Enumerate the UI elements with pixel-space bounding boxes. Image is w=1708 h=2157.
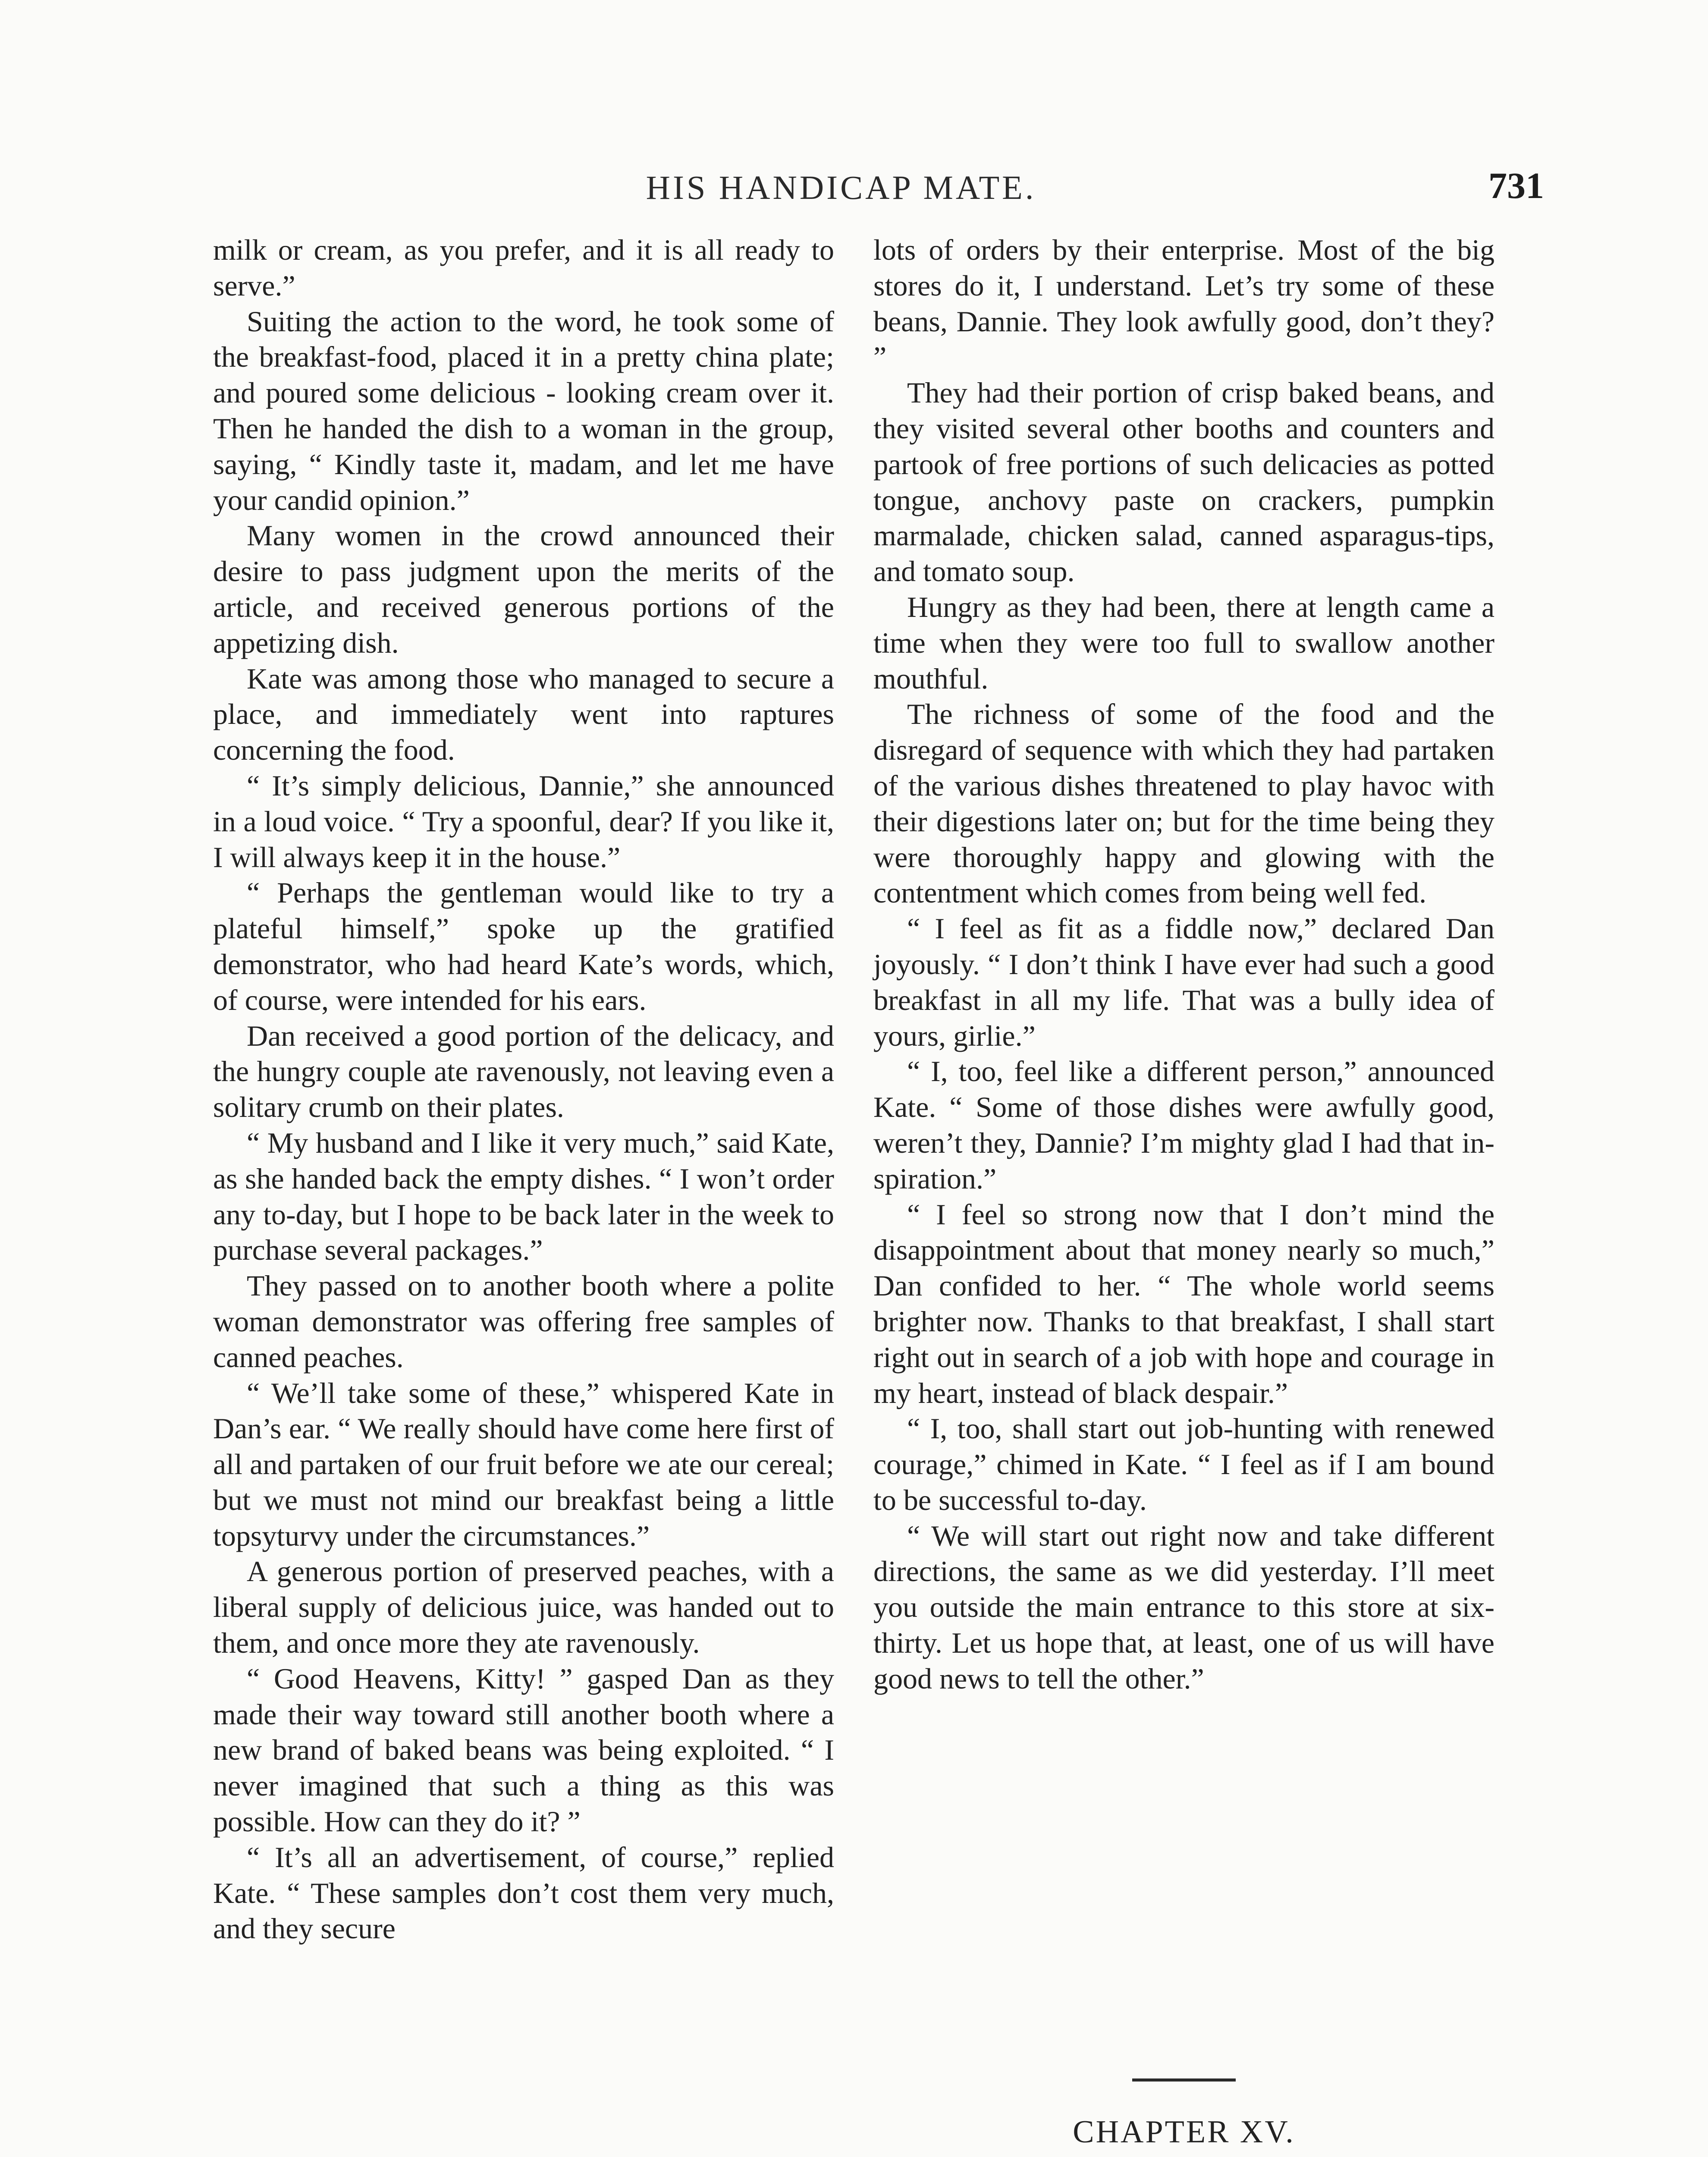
chapter-divider-rule bbox=[1132, 2078, 1236, 2082]
paragraph: “ My husband and I like it very much,” said Kate, as she handed back the empty dishes. “ I won’t order any to-day, but I hope to be back later in the week to purchase several packages.” bbox=[213, 1126, 834, 1267]
left-text-column bbox=[213, 232, 834, 1946]
paragraph: Many women in the crowd announced their desire to pass judgment upon the merits of the article, and received generous portions of the appetizing dish. bbox=[213, 519, 834, 659]
paragraph: “ We will start out right now and take different directions, the same as we did yesterday. I’ll meet you outside the main entrance to this store at six-thirty. Let us hope that, at least, one of us will have good news to tell the other.” bbox=[873, 1519, 1494, 1695]
paragraph: lots of orders by their enterprise. Most of the big stores do it, I understand. Let’s try some of these beans, Dannie. They look awfully good, don’t they? ” bbox=[873, 233, 1494, 374]
paragraph: “ I, too, shall start out job-hunting with renewed courage,” chimed in Kate. “ I feel as if I am bound to be successful to-day. bbox=[873, 1412, 1494, 1516]
paragraph: The richness of some of the food and the disregard of sequence with which they had partaken of the various dishes threatened to play havoc with their digestions later on; but for the time being they were thoroughly happy and glowing with the contentment which comes from being well fed. bbox=[873, 698, 1494, 909]
paragraph: A generous portion of preserved peaches, with a liberal supply of delicious juice, was handed out to them, and once more they ate ravenously. bbox=[213, 1555, 834, 1660]
chapter-title: CHAPTER XV. bbox=[1073, 2114, 1295, 2150]
paragraph: Dan received a good portion of the delicacy, and the hungry couple ate ravenously, not leaving even a solitary crumb on their plates. bbox=[213, 1019, 834, 1124]
running-title: HIS HANDICAP MATE. bbox=[646, 169, 1036, 206]
paragraph: “ It’s simply delicious, Dannie,” she announced in a loud voice. “ Try a spoonful, dear? If you like it, I will always keep it in the house.” bbox=[213, 769, 834, 874]
paragraph: They had their portion of crisp baked beans, and they visited several other booths and counters and partook of free portions of such delicacies as potted tongue, anchovy paste on crackers, pumpkin marmalade, chicken salad, canned asparagus-tips, and tomato soup. bbox=[873, 376, 1494, 588]
paragraph: They passed on to another booth where a polite woman demonstrator was offering free samples of canned peaches. bbox=[213, 1269, 834, 1374]
paragraph: “ We’ll take some of these,” whispered Kate in Dan’s ear. “ We really should have come here first of all and partaken of our fruit before we ate our cereal; but we must not mind our breakfast being a little topsyturvy under the circumstances.” bbox=[213, 1376, 834, 1552]
paragraph: “ I feel so strong now that I don’t mind the disappointment about that money nearly so much,” Dan confided to her. “ The whole world seems brighter now. Thanks to that breakfast, I shall start right out in search of a job with hope and courage in my heart, instead of black despair.” bbox=[873, 1198, 1494, 1409]
paragraph: Suiting the action to the word, he took some of the breakfast-food, placed it in a pretty china plate; and poured some delicious - looking cream over it. Then he handed the dish to a woman in the group, saying, “ Kindly taste it, madam, and let me have your candid opinion.” bbox=[213, 305, 834, 516]
paragraph: “ Good Heavens, Kitty! ” gasped Dan as they made their way toward still another booth where a new brand of baked beans was being exploited. “ I never imagined that such a thing as this was possible. How can they do it? ” bbox=[213, 1662, 834, 1838]
right-text-column bbox=[873, 232, 1494, 1697]
paragraph: “ Perhaps the gentleman would like to try a plateful himself,” spoke up the gratified demonstrator, who had heard Kate’s words, which, of course, were intended for his ears. bbox=[213, 876, 834, 1016]
paragraph: Kate was among those who managed to secure a place, and immediately went into raptures concerning the food. bbox=[213, 662, 834, 767]
paragraph: “ I feel as fit as a fiddle now,” declared Dan joyously. “ I don’t think I have ever had such a good breakfast in all my life. That was a bully idea of yours, girlie.” bbox=[873, 912, 1494, 1052]
page-header bbox=[0, 0, 1708, 233]
paragraph: “ It’s all an advertisement, of course,” replied Kate. “ These samples don’t cost them very much, and they secure bbox=[213, 1840, 834, 1945]
paragraph: Hungry as they had been, there at length came a time when they were too full to swallow another mouthful. bbox=[873, 590, 1494, 695]
page-number: 731 bbox=[1488, 165, 1544, 206]
paragraph: “ I, too, feel like a different person,” announced Kate. “ Some of those dishes were awfully good, weren’t they, Dannie? I’m mighty glad I had that inspiration.” bbox=[873, 1055, 1494, 1195]
paragraph: milk or cream, as you prefer, and it is all ready to serve.” bbox=[213, 233, 834, 302]
